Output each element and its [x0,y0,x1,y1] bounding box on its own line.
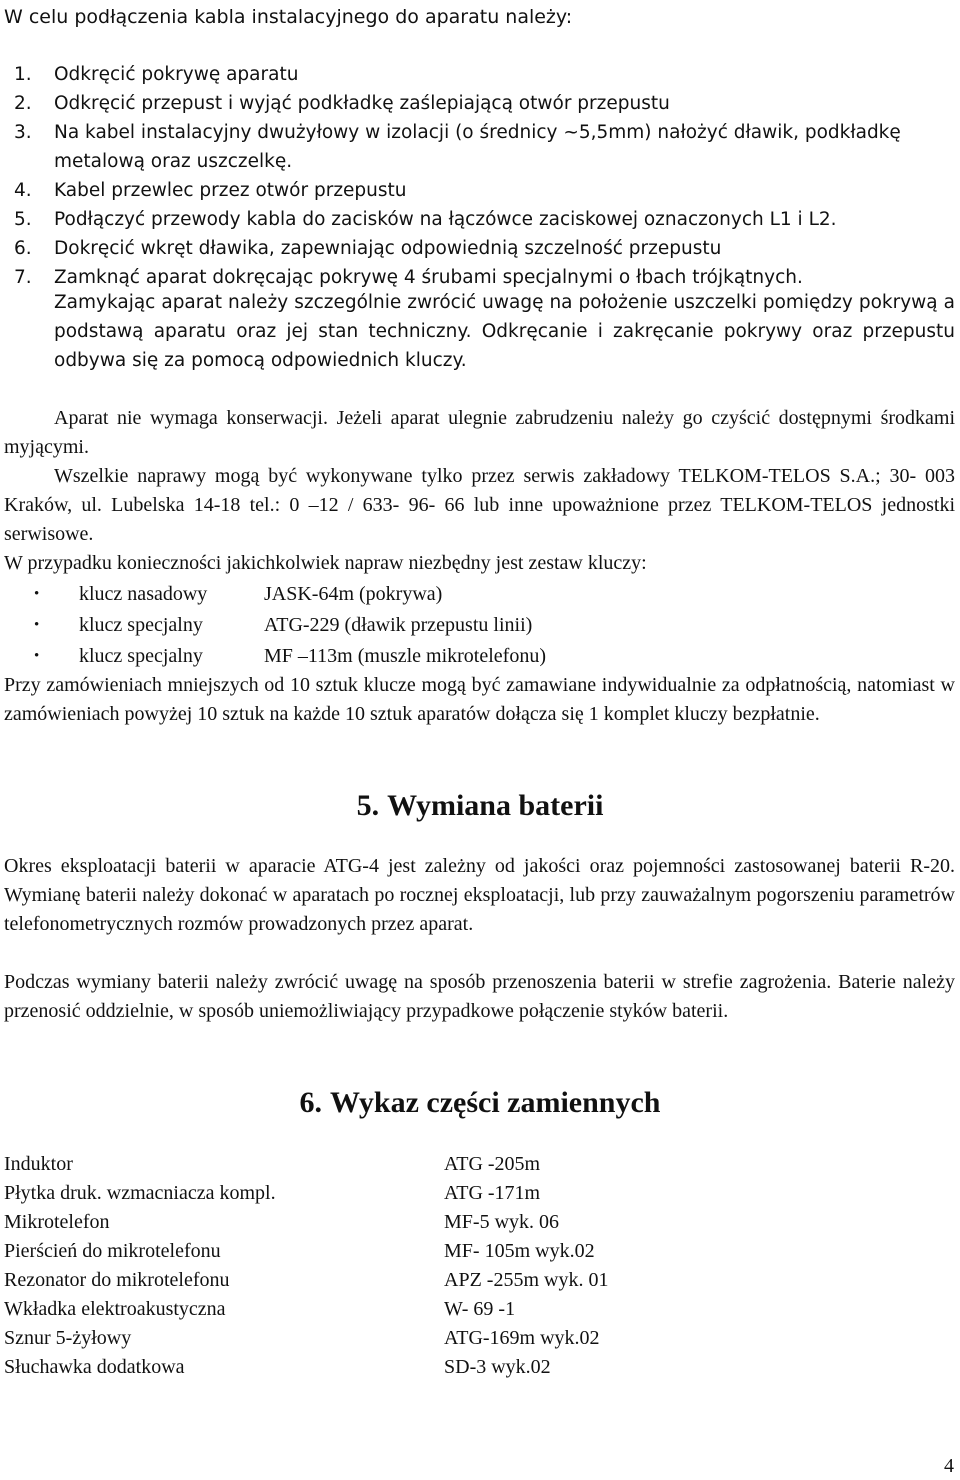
step-number: 2. [14,93,32,114]
bullet-icon: • [34,586,40,602]
list-item [14,205,956,234]
step-text: Zamknąć aparat dokręcając pokrywę 4 śrubami specjalnymi o łbach trójkątnych. [54,267,803,288]
keys-list [34,579,934,672]
key-name: klucz specjalny [79,645,203,667]
list-item [34,610,934,641]
step-text: Dokręcić wkręt dławika, zapewniając odpowiednią szczelność przepustu [54,238,722,259]
installation-intro: W celu podłączenia kabla instalacyjnego do aparatu należy: [4,6,573,28]
installation-steps-list [14,60,956,292]
battery-paragraph-2: Podczas wymiany baterii należy zwrócić uwagę na sposób przenoszenia baterii w strefie zagrożenia. Baterie należy przenosić oddzielnie, w sposób uniemożliwiający przypadkowe połączenie styków baterii. [4,971,955,1022]
part-code: ATG -205m [444,1153,541,1175]
section-number: 6. [299,1086,322,1119]
section-heading-battery [0,791,960,821]
part-name: Induktor [4,1153,73,1175]
step-number: 7. [14,267,32,288]
key-spec: ATG-229 (dławik przepustu linii) [264,614,533,636]
part-name: Mikrotelefon [4,1211,110,1233]
section-heading-spare-parts [0,1088,960,1118]
bullet-icon: • [34,648,40,664]
list-item [4,1150,904,1179]
list-item [14,176,956,205]
spare-parts-list [4,1150,904,1382]
part-code: ATG-169m wyk.02 [444,1327,600,1349]
part-code: W- 69 -1 [444,1298,516,1320]
repairs-paragraph: Wszelkie naprawy mogą być wykonywane tylko przez serwis zakładowy TELKOM-TELOS S.A.; 30- 003 Kraków, ul. Lubelska 14-18 tel.: 0 –12 / 633- 96- 66 lub inne upoważnione przez TELKOM-TELOS jednostki serwisowe. [4,465,955,545]
list-item [14,118,956,176]
key-name: klucz nasadowy [79,583,208,605]
section-number: 5. [356,789,380,822]
step-number: 3. [14,122,32,143]
list-item [14,60,956,89]
list-item [34,641,934,672]
list-item [4,1208,904,1237]
step-number: 4. [14,180,32,201]
step-text: Podłączyć przewody kabla do zacisków na łączówce zaciskowej oznaczonych L1 i L2. [54,209,837,230]
keys-intro-paragraph: W przypadku konieczności jakichkolwiek napraw niezbędny jest zestaw kluczy: [4,552,647,574]
part-name: Sznur 5-żyłowy [4,1327,132,1349]
step-text: Kabel przewlec przez otwór przepustu [54,180,407,201]
part-code: MF-5 wyk. 06 [444,1211,560,1233]
list-item [4,1179,904,1208]
step-number: 5. [14,209,32,230]
page-number: 4 [944,1455,954,1477]
list-item [4,1324,904,1353]
part-name: Płytka druk. wzmacniacza kompl. [4,1182,276,1204]
list-item [4,1266,904,1295]
bullet-icon: • [34,617,40,633]
list-item [4,1237,904,1266]
part-name: Wkładka elektroakustyczna [4,1298,226,1320]
list-item [4,1353,904,1382]
list-item [4,1295,904,1324]
step-text: Na kabel instalacyjny dwużyłowy w izolacji (o średnicy ~5,5mm) nałożyć dławik, podkładkę metalową oraz uszczelkę. [54,122,901,172]
step-text: Odkręcić przepust i wyjąć podkładkę zaślepiającą otwór przepustu [54,93,670,114]
maintenance-paragraph: Aparat nie wymaga konserwacji. Jeżeli aparat ulegnie zabrudzeniu należy go czyścić dostępnymi środkami myjącymi. [4,407,955,458]
list-item [14,234,956,263]
part-name: Rezonator do mikrotelefonu [4,1269,230,1291]
step-number: 1. [14,64,32,85]
section-title: Wymiana baterii [387,789,604,822]
keys-order-paragraph: Przy zamówieniach mniejszych od 10 sztuk klucze mogą być zamawiane indywidualnie za odpłatnością, natomiast w zamówieniach powyżej 10 sztuk na każde 10 sztuk aparatów dołącza się 1 komplet kluczy bezpłatnie. [4,674,955,725]
part-name: Słuchawka dodatkowa [4,1356,185,1378]
part-code: SD-3 wyk.02 [444,1356,551,1378]
step-text: Odkręcić pokrywę aparatu [54,64,299,85]
battery-paragraph-1: Okres eksploatacji baterii w aparacie ATG-4 jest zależny od jakości oraz pojemności zastosowanej baterii R-20. Wymianę baterii należy dokonać w aparatach po rocznej eksploatacji, lub przy zauważalnym pogorszeniu parametrów telefonometrycznych rozmów prowadzonych przez aparat. [4,855,955,935]
part-code: ATG -171m [444,1182,541,1204]
list-item [14,89,956,118]
section-title: Wykaz części zamiennych [330,1086,661,1119]
part-name: Pierścień do mikrotelefonu [4,1240,221,1262]
step-number: 6. [14,238,32,259]
part-code: MF- 105m wyk.02 [444,1240,595,1262]
part-code: APZ -255m wyk. 01 [444,1269,609,1291]
key-spec: JASK-64m (pokrywa) [264,583,443,605]
key-spec: MF –113m (muszle mikrotelefonu) [264,645,546,667]
list-item [34,579,934,610]
closing-note-paragraph: Zamykając aparat należy szczególnie zwrócić uwagę na położenie uszczelki pomiędzy pokrywą a podstawą aparatu oraz jej stan techniczny. Odkręcanie i zakręcanie pokrywy oraz przepustu odbywa się za pomocą odpowiednich kluczy. [54,292,955,371]
key-name: klucz specjalny [79,614,203,636]
